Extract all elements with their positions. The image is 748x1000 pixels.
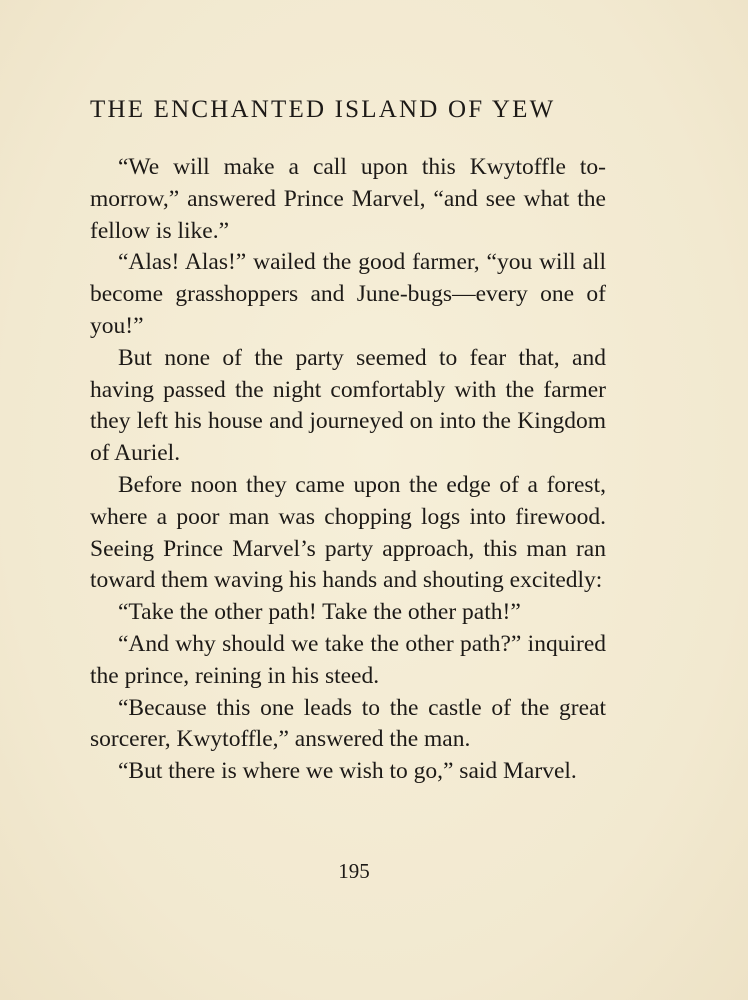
body-text bbox=[90, 152, 606, 788]
paragraph: “We will make a call upon this Kwytoffle to-morrow,” answered Prince Marvel, “and see what the fellow is like.” bbox=[90, 154, 606, 244]
paragraph: “Alas! Alas!” wailed the good farmer, “you will all become grasshoppers and June-bugs—every one of you!” bbox=[90, 249, 606, 339]
paragraph: “But there is where we wish to go,” said Marvel. bbox=[118, 758, 577, 785]
paragraph: “And why should we take the other path?” inquired the prince, reining in his steed. bbox=[90, 630, 606, 689]
running-head: THE ENCHANTED ISLAND OF YEW bbox=[90, 96, 556, 123]
paragraph: “Take the other path! Take the other path!” bbox=[118, 599, 521, 626]
page-number: 195 bbox=[338, 859, 370, 883]
paragraph: But none of the party seemed to fear that, and having passed the night comfortably with the farmer they left his house and journeyed on into the Kingdom of Auriel. bbox=[90, 344, 606, 467]
paragraph: Before noon they came upon the edge of a forest, where a poor man was chopping logs into firewood. Seeing Prince Marvel’s party approach, this man ran toward them waving his hands and shouting excitedly: bbox=[90, 471, 606, 594]
paragraph: “Because this one leads to the castle of the great sorcerer, Kwytoffle,” answered the man. bbox=[90, 694, 606, 753]
